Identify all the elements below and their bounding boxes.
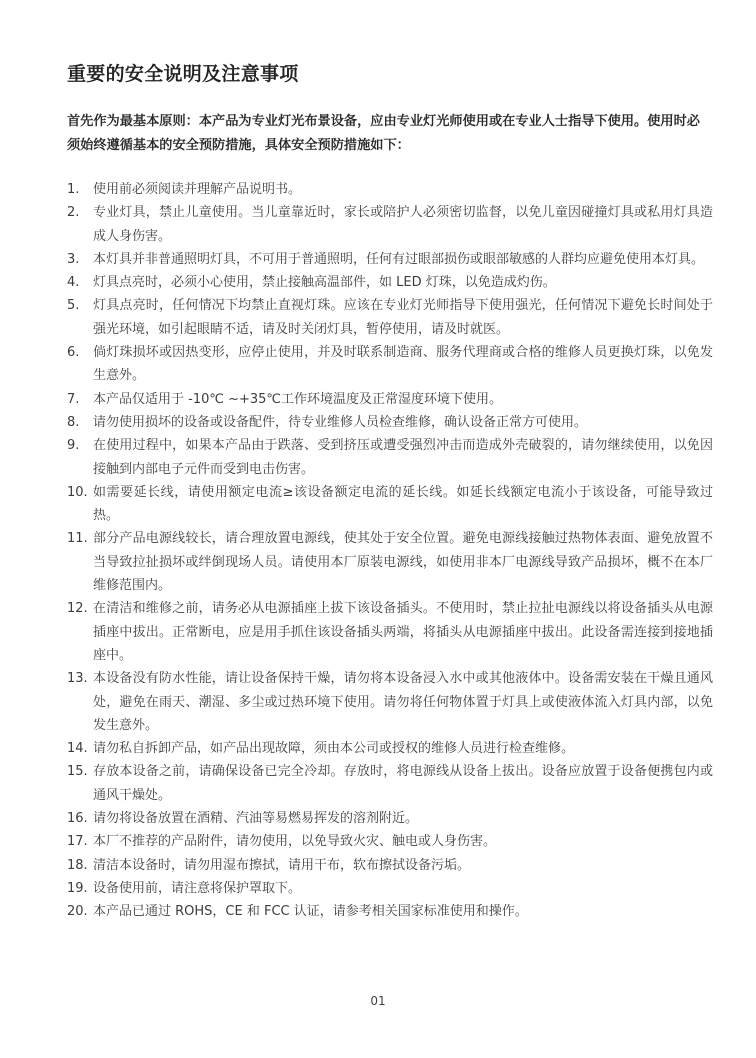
item-text: 本厂不推荐的产品附件，请勿使用，以免导致火灾、触电或人身伤害。: [93, 834, 497, 850]
item-number: 4.: [67, 275, 80, 291]
item-number: 7.: [67, 391, 80, 407]
item-text: 设备使用前，请注意将保护罩取下。: [93, 880, 302, 896]
item-text: 存放本设备之前，请确保设备已完全冷却。存放时，将电源线从设备上拔出。设备应放置于设备便携包内或通风干燥处。: [93, 764, 713, 803]
list-item: [67, 527, 713, 597]
item-number: 18.: [67, 857, 88, 873]
list-item: [67, 667, 713, 737]
item-text: 请勿使用损坏的设备或设备配件，待专业维修人员检查维修，确认设备正常方可使用。: [93, 414, 588, 430]
item-text: 灯具点亮时，必须小心使用，禁止接触高温部件，如 LED 灯珠，以免造成灼伤。: [93, 275, 556, 291]
item-number: 19.: [67, 880, 88, 896]
page-number: 01: [370, 994, 386, 1008]
list-item: [67, 434, 713, 481]
page-title: 重要的安全说明及注意事项: [67, 63, 299, 85]
list-item: [67, 760, 713, 807]
safety-instruction-list: [67, 178, 713, 924]
list-item: [67, 388, 713, 411]
list-item: [67, 248, 713, 271]
item-text: 本灯具并非普通照明灯具，不可用于普通照明，任何有过眼部损伤或眼部敏感的人群均应避免使用本灯具。: [93, 251, 705, 267]
list-item: [67, 807, 713, 830]
list-item: [67, 201, 713, 248]
list-item: [67, 900, 713, 923]
item-number: 8.: [67, 414, 80, 430]
item-text: 本产品仅适用于 -10℃ ~+35℃工作环境温度及正常湿度环境下使用。: [93, 391, 503, 407]
item-text: 本产品已通过 ROHS，CE 和 FCC 认证，请参考相关国家标准使用和操作。: [93, 904, 528, 920]
item-number: 3.: [67, 251, 80, 267]
item-number: 17.: [67, 834, 88, 850]
list-item: [67, 341, 713, 388]
item-text: 请勿私自拆卸产品，如产品出现故障，须由本公司或授权的维修人员进行检查维修。: [93, 741, 575, 757]
item-text: 专业灯具，禁止儿童使用。当儿童靠近时，家长或陪护人必须密切监督，以免儿童因碰撞灯具或私用灯具造成人身伤害。: [93, 205, 713, 244]
item-number: 16.: [67, 811, 88, 827]
item-number: 20.: [67, 904, 88, 920]
item-number: 9.: [67, 438, 80, 454]
item-number: 15.: [67, 764, 88, 780]
list-item: [67, 294, 713, 341]
list-item: [67, 411, 713, 434]
item-text: 本设备没有防水性能，请让设备保持干燥，请勿将本设备浸入水中或其他液体中。设备需安装在干燥且通风处，避免在雨天、潮湿、多尘或过热环境下使用。请勿将任何物体置于灯具上或使液体流入灯具内部，以免发生意外。: [93, 671, 713, 733]
item-number: 2.: [67, 205, 80, 221]
item-number: 13.: [67, 671, 88, 687]
item-number: 6.: [67, 345, 80, 361]
item-text: 在使用过程中，如果本产品由于跌落、受到挤压或遭受强烈冲击而造成外壳破裂的，请勿继续使用，以免因接触到内部电子元件而受到电击伤害。: [93, 438, 713, 477]
list-item: [67, 271, 713, 294]
list-item: [67, 178, 713, 201]
item-number: 12.: [67, 601, 88, 617]
list-item: [67, 737, 713, 760]
item-number: 11.: [67, 531, 88, 547]
item-text: 使用前必须阅读并理解产品说明书。: [93, 182, 302, 197]
list-item: [67, 481, 713, 528]
list-item: [67, 877, 713, 900]
list-item: [67, 854, 713, 877]
item-text: 部分产品电源线较长，请合理放置电源线，使其处于安全位置。避免电源线接触过热物体表面、避免放置不当导致拉扯损坏或绊倒现场人员。请使用本厂原装电源线，如使用非本厂电源线导致产品损坏，概不在本厂维修范围内。: [93, 531, 713, 594]
item-number: 1.: [67, 182, 80, 197]
item-text: 请勿将设备放置在酒精、汽油等易燃易挥发的溶剂附近。: [93, 811, 419, 827]
item-number: 14.: [67, 741, 88, 757]
intro-paragraph: 首先作为最基本原则：本产品为专业灯光布景设备，应由专业灯光师使用或在专业人士指导下使用。使用时必须始终遵循基本的安全预防措施，具体安全预防措施如下：: [67, 114, 700, 153]
item-number: 10.: [67, 484, 88, 500]
item-text: 倘灯珠损坏或因热变形，应停止使用，并及时联系制造商、服务代理商或合格的维修人员更换灯珠，以免发生意外。: [93, 345, 713, 384]
item-text: 清洁本设备时，请勿用湿布擦拭，请用干布，软布擦拭设备污垢。: [93, 857, 471, 873]
item-text: 在清洁和维修之前，请务必从电源插座上拔下该设备插头。不使用时，禁止拉扯电源线以将设备插头从电源插座中拔出。正常断电，应是用手抓住该设备插头两端，将插头从电源插座中拔出。此设备需连接到接地插座中。: [93, 601, 713, 663]
item-text: 灯具点亮时，任何情况下均禁止直视灯珠。应该在专业灯光师指导下使用强光，任何情况下避免长时间处于强光环境，如引起眼睛不适，请及时关闭灯具，暂停使用，请及时就医。: [93, 298, 713, 337]
list-item: [67, 830, 713, 853]
item-text: 如需要延长线，请使用额定电流≥该设备额定电流的延长线。如延长线额定电流小于该设备，可能导致过热。: [93, 484, 713, 524]
list-item: [67, 597, 713, 667]
item-number: 5.: [67, 298, 80, 314]
